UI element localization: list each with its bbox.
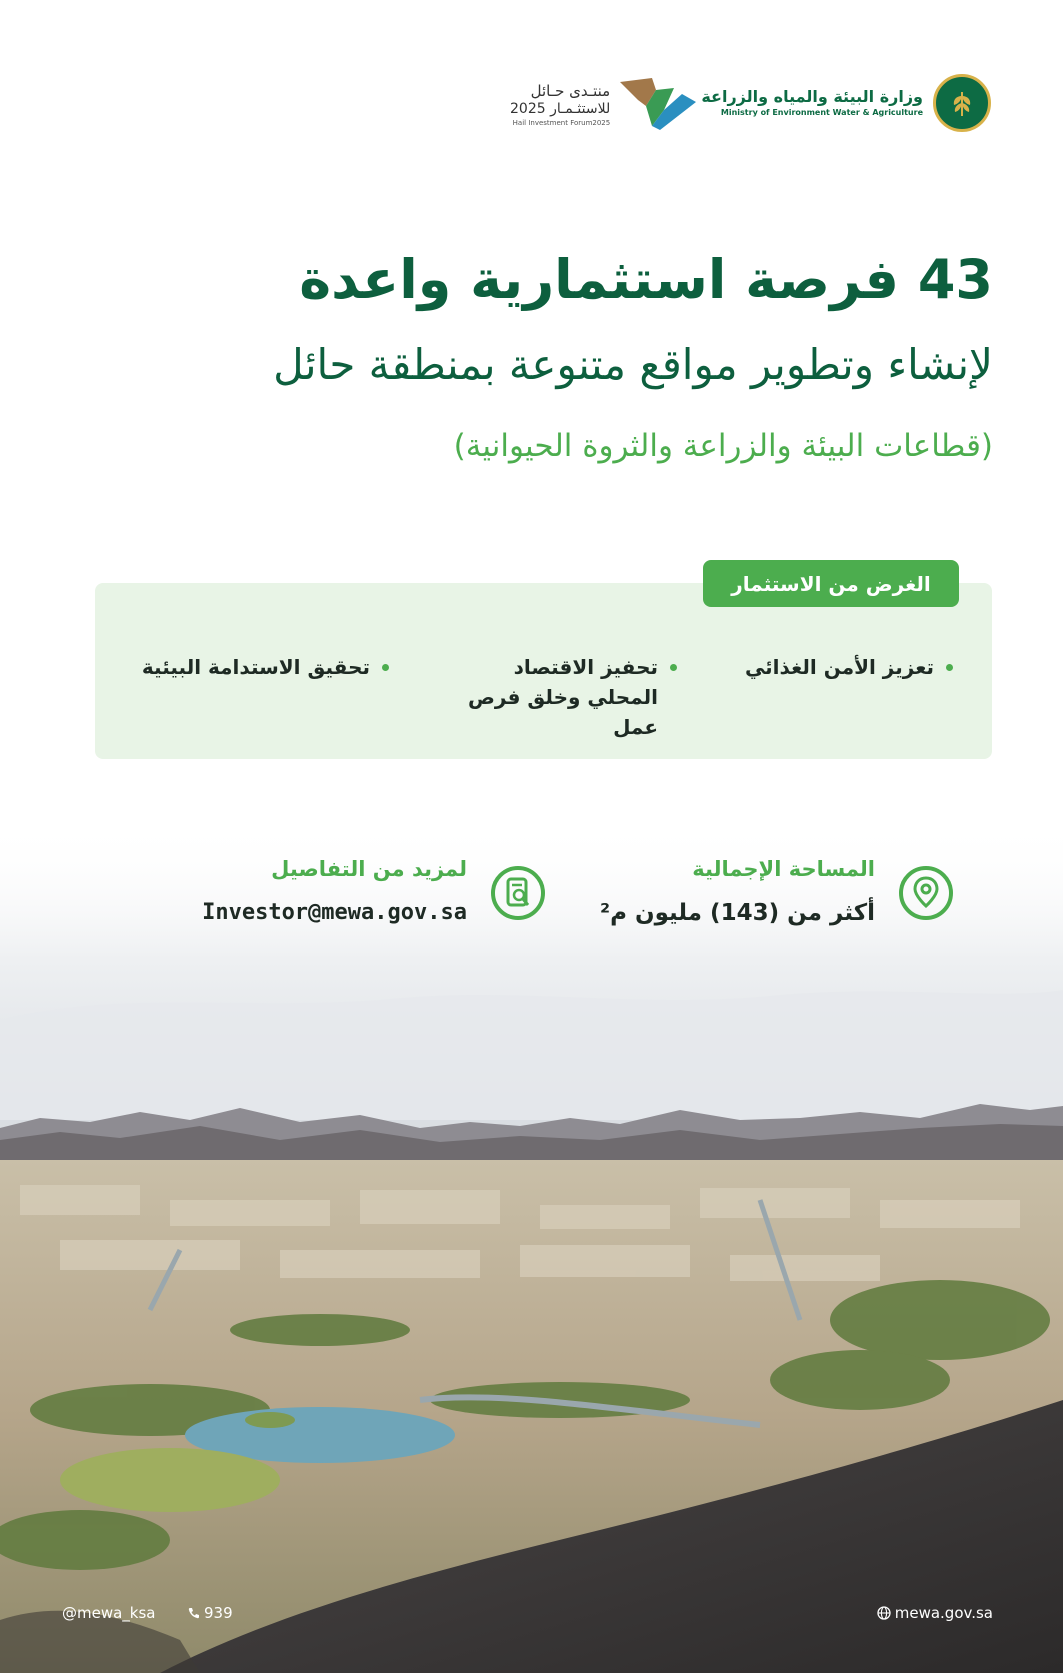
forum-logo-icon	[616, 76, 698, 134]
phone-icon	[188, 1607, 200, 1619]
goal-item	[745, 652, 953, 682]
goal-item	[142, 652, 389, 682]
bullet-icon	[670, 664, 677, 671]
forum-name-en: Hail Investment Forum2025	[512, 119, 611, 127]
forum-name-line1: منتـدى حـائل	[530, 82, 611, 100]
area-title: المساحة الإجمالية	[692, 857, 875, 881]
ministry-name-en: Ministry of Environment Water & Agriculture	[720, 108, 923, 117]
social-handle-text: @mewa_ksa	[62, 1604, 156, 1622]
emblem-icon	[933, 74, 991, 132]
ministry-name-ar: وزارة البيئة والمياه والزراعة	[701, 87, 923, 106]
globe-icon	[877, 1606, 891, 1620]
forum-logo	[510, 74, 698, 136]
bullet-icon	[946, 664, 953, 671]
social-handle[interactable]	[62, 1604, 156, 1622]
subheadline: لإنشاء وتطوير مواقع متنوعة بمنطقة حائل	[273, 340, 993, 389]
sectors-text: (قطاعات البيئة والزراعة والثروة الحيوانية)	[453, 428, 993, 464]
phone-number[interactable]	[188, 1604, 233, 1622]
headline: 43 فرصة استثمارية واعدة	[299, 248, 993, 311]
forum-name-line2: للاستثـمـار 2025	[510, 101, 611, 117]
area-value: أكثر من (143) مليون م²	[600, 900, 875, 926]
bullet-icon	[382, 664, 389, 671]
goal-text: تحفيز الاقتصاد المحلي وخلق فرص عمل	[468, 655, 658, 739]
details-title: لمزيد من التفاصيل	[271, 857, 467, 881]
website-text: mewa.gov.sa	[894, 1604, 993, 1622]
email-link[interactable]: Investor@mewa.gov.sa	[202, 900, 467, 925]
phone-number-text: 939	[204, 1604, 233, 1622]
location-pin-icon	[899, 866, 953, 920]
purpose-label: الغرض من الاستثمار	[703, 560, 959, 607]
goal-item	[437, 652, 677, 742]
goal-text: تعزيز الأمن الغذائي	[744, 655, 934, 679]
goal-text: تحقيق الاستدامة البيئية	[141, 655, 370, 679]
ministry-logo	[701, 70, 991, 136]
document-search-icon	[491, 866, 545, 920]
website-link[interactable]	[877, 1604, 993, 1622]
